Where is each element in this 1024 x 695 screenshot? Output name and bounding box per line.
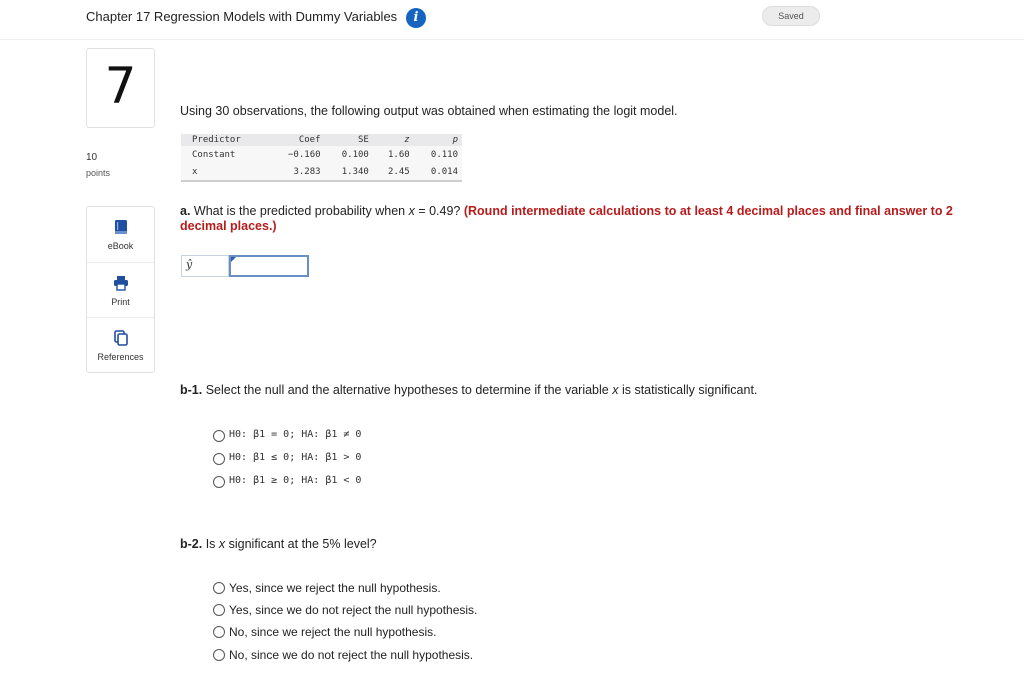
hypothesis-option-label: H0: β1 ≤ 0; HA: β1 > 0 bbox=[229, 452, 362, 463]
radio-button[interactable] bbox=[213, 476, 225, 488]
significance-option-label: Yes, since we do not reject the null hypothesis. bbox=[229, 603, 478, 617]
part-b1-question bbox=[180, 383, 757, 397]
part-b2-text-end: significant at the 5% level? bbox=[225, 537, 377, 551]
part-b2-question bbox=[180, 537, 377, 551]
table-cell: 1.60 bbox=[387, 149, 410, 160]
part-b2-variable: x bbox=[218, 537, 226, 551]
book-icon bbox=[113, 219, 129, 235]
table-cell: 0.014 bbox=[430, 166, 458, 177]
question-number: 7 bbox=[104, 57, 137, 115]
radio-button[interactable] bbox=[213, 430, 225, 442]
radio-button[interactable] bbox=[213, 453, 225, 465]
table-cell: Constant bbox=[192, 149, 236, 160]
saved-status-badge: Saved bbox=[762, 6, 820, 26]
radio-button[interactable] bbox=[213, 604, 225, 616]
table-cell: 0.110 bbox=[430, 149, 458, 160]
significance-option-label: No, since we reject the null hypothesis. bbox=[229, 625, 437, 639]
part-b1-variable: x bbox=[612, 383, 619, 397]
page-title: Chapter 17 Regression Models with Dummy Variables bbox=[86, 9, 398, 24]
ebook-label: eBook bbox=[107, 241, 134, 251]
table-cell: x bbox=[192, 166, 198, 177]
significance-option-label: No, since we do not reject the null hypothesis. bbox=[229, 648, 474, 662]
hypothesis-option-label: H0: β1 = 0; HA: β1 ≠ 0 bbox=[229, 429, 362, 440]
active-field-marker bbox=[231, 257, 236, 262]
table-cell: 3.283 bbox=[293, 166, 321, 177]
table-row bbox=[181, 164, 462, 182]
table-cell: −0.160 bbox=[288, 149, 321, 160]
predicted-probability-input[interactable] bbox=[229, 255, 309, 277]
part-a-text-end: = 0.49? bbox=[414, 204, 464, 218]
radio-button[interactable] bbox=[213, 626, 225, 638]
table-header-row bbox=[181, 134, 462, 146]
printer-icon bbox=[113, 275, 129, 291]
radio-button[interactable] bbox=[213, 649, 225, 661]
hypothesis-option-label: H0: β1 ≥ 0; HA: β1 < 0 bbox=[229, 475, 362, 486]
references-label: References bbox=[97, 352, 144, 362]
radio-button[interactable] bbox=[213, 582, 225, 594]
table-cell: 2.45 bbox=[387, 166, 410, 177]
part-b1-text: Select the null and the alternative hypotheses to determine if the variable bbox=[202, 383, 613, 397]
tools-panel bbox=[86, 206, 155, 373]
print-button[interactable] bbox=[87, 262, 154, 317]
print-label: Print bbox=[111, 297, 130, 307]
info-icon[interactable]: i bbox=[406, 8, 426, 28]
table-header: Coef bbox=[298, 135, 321, 145]
points-label: points bbox=[86, 168, 111, 178]
table-cell: 1.340 bbox=[341, 166, 369, 177]
question-intro: Using 30 observations, the following output was obtained when estimating the logit model. bbox=[180, 104, 678, 118]
part-b2-label: b-2. bbox=[180, 537, 203, 551]
ebook-button[interactable] bbox=[87, 207, 154, 262]
points-value: 10 bbox=[86, 152, 98, 163]
part-a-question bbox=[180, 204, 990, 234]
table-row bbox=[181, 146, 462, 164]
header-bar bbox=[0, 0, 1024, 40]
part-a-instruction: (Round intermediate calculations to at least 4 decimal places and final answer to 2 decimal places.) bbox=[180, 204, 953, 233]
logit-output-table bbox=[181, 134, 462, 182]
table-header: p bbox=[452, 135, 458, 145]
table-header: z bbox=[404, 135, 410, 145]
references-button[interactable] bbox=[87, 317, 154, 372]
part-a-text: What is the predicted probability when bbox=[190, 204, 409, 218]
part-a-variable: x bbox=[408, 204, 415, 218]
part-b1-text-end: is statistically significant. bbox=[618, 383, 758, 397]
table-cell: 0.100 bbox=[341, 149, 369, 160]
question-number-box bbox=[86, 48, 155, 128]
y-hat-label: ŷ bbox=[181, 255, 229, 277]
part-b1-label: b-1. bbox=[180, 383, 203, 397]
significance-option-label: Yes, since we reject the null hypothesis. bbox=[229, 581, 441, 595]
part-b2-text: Is bbox=[202, 537, 219, 551]
part-a-label: a. bbox=[180, 204, 191, 218]
references-icon bbox=[113, 330, 129, 346]
answer-row bbox=[181, 255, 309, 277]
table-header: Predictor bbox=[192, 135, 241, 145]
table-header: SE bbox=[357, 135, 369, 145]
